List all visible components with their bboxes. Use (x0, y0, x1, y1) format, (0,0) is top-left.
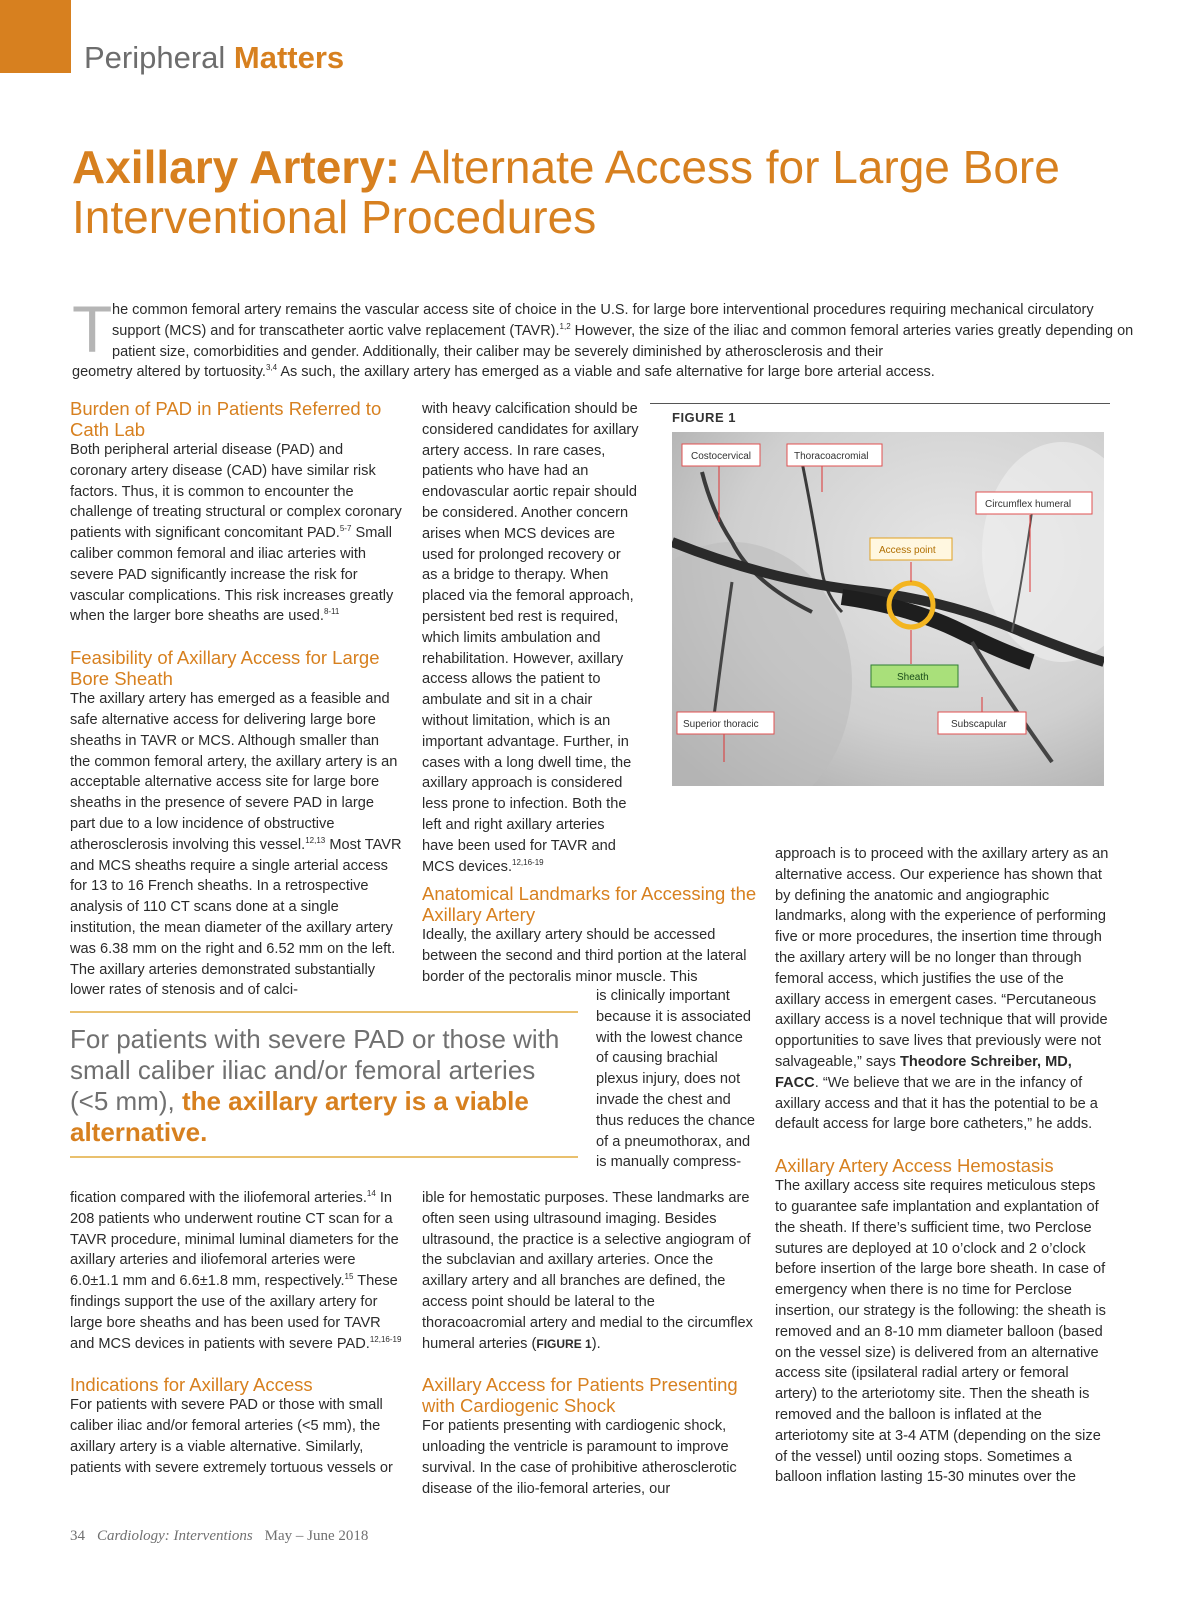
section-heading: Feasibility of Axillary Access for Large Bore Sheath (70, 647, 380, 690)
figure-reference[interactable]: FIGURE 1 (536, 1336, 592, 1351)
column-2-top (422, 399, 640, 877)
issue-date: May – June 2018 (264, 1528, 369, 1544)
column-2-narrow (596, 986, 756, 1173)
column-2-bottom (422, 1188, 758, 1500)
page-footer (70, 1528, 368, 1545)
column-3 (775, 844, 1111, 1488)
body-paragraph: For patients with severe PAD or those with small caliber iliac and/or femoral arteries (<5 mm), the axillary artery is a viable alternative. Similarly, patients with severe extremely tortuous vessels or (70, 1397, 393, 1476)
section-tab (0, 0, 71, 73)
article-title: Axillary Artery: Alternate Access for Large Bore Interventional Procedures (72, 141, 1060, 243)
running-head: Peripheral Matters (84, 40, 345, 75)
figure-rule (650, 403, 1110, 404)
column-2-middle (422, 883, 758, 987)
label-thoracoacromial: Thoracoacromial (794, 451, 869, 462)
body-paragraph: approach is to proceed with the axillary artery as an alternative access. Our experience has shown that by defining the anatomic and angiographic landmarks, along with the experience of performing five or more procedures, the insertion time through the axillary artery will be no longer than through femoral access, which justifies the use of the axillary access in emergent cases. “Percutaneous axillary access is a novel technique that will provide opportunities to save lives that previously were not salvageable,” says Theodore Schreiber, MD, FACC. “We believe that we are in the infancy of axillary access and that it has the potential to be a default access for large bore catheters,” he adds. (775, 846, 1109, 1133)
section-heading: Anatomical Landmarks for Accessing the Axillary Artery (422, 883, 757, 925)
label-access-point: Access point (879, 545, 936, 556)
drop-cap: T (72, 292, 113, 366)
section-heading: Burden of PAD in Patients Referred to Cath Lab (70, 398, 382, 440)
pullquote-rule-bottom (70, 1156, 578, 1158)
journal-name: Cardiology: Interventions (97, 1528, 253, 1544)
section-heading: Axillary Artery Access Hemostasis (775, 1155, 1054, 1177)
label-superior-thoracic: Superior thoracic (683, 719, 759, 730)
label-circumflex-humeral: Circumflex humeral (985, 499, 1072, 510)
body-paragraph: For patients presenting with cardiogenic shock, unloading the ventricle is paramount to improve survival. In the case of prohibitive atherosclerotic disease of the ilio-femoral arteries, our (422, 1418, 737, 1497)
body-paragraph: fication compared with the iliofemoral arteries.$^{14}$ In 208 patients who underwent routine CT scan for a TAVR procedure, minimal luminal diameters for the axillary arteries and iliofemoral arteries were 6.0±1.1 mm and 6.6±1.8 mm, respectively.$^{15}$ These findings support the use of the axillary artery for large bore sheaths and has been used for TAVR and MCS devices in patients with severe PAD.$^{12,16-19}$ (70, 1189, 402, 1352)
label-sheath: Sheath (897, 672, 929, 683)
body-paragraph: ible for hemostatic purposes. These landmarks are often seen using ultrasound imaging. Besides ultrasound, the practice is a selective angiogram of the subclavian and axillary arteries. Once the axillary artery and all branches are defined, the access point should be lateral to the thoracoacromial artery and medial to the circumflex humeral arteries (FIGURE 1). (422, 1190, 753, 1352)
body-paragraph: The axillary access site requires meticulous steps to guarantee safe implantation and explantation of the sheath. If there’s sufficient time, two Perclose sutures are deployed at 10 o’clock and 2 o’clock before insertion of the large bore sheath. In case of emergency when there is no time for Perclose insertion, our strategy is the following: the sheath is removed and an 8-10 mm diameter balloon (based on the vessel size) is delivered from an alternative access site (ipsilateral radial artery or femoral artery) to the arteriotomy site. Then the sheath is removed and the balloon is inflated at the arteriotomy site at 3-4 ATM (depending on the size of the vessel) until oozing stops. Sometimes a balloon inflation lasting 15-30 minutes over the (775, 1178, 1106, 1486)
page-number: 34 (70, 1528, 85, 1544)
section-heading: Indications for Axillary Access (70, 1374, 313, 1396)
column-1-top (70, 398, 402, 1001)
body-paragraph: Ideally, the axillary artery should be accessed between the second and third portion at the lateral border of the pectoralis minor muscle. This (422, 927, 747, 985)
figure-label: FIGURE 1 (672, 410, 736, 425)
pull-quote: For patients with severe PAD or those with small caliber iliac and/or femoral arteries (<5 mm), the axillary artery is a viable alternative. (70, 1024, 560, 1147)
body-paragraph: with heavy calcification should be considered candidates for axillary artery access. In rare cases, patients who have had an endovascular aortic repair should be considered. Another concern arises when MCS devices are used for prolonged recovery or as a bridge to therapy. When placed via the femoral approach, persistent bed rest is required, which limits ambulation and rehabilitation. However, axillary access allows the patient to ambulate and sit in a chair without limitation, which is an important advantage. Further, in cases with a long dwell time, the axillary approach is considered less prone to infection. Both the left and right axillary arteries have been used for TAVR and MCS devices.$^{12,16-19}$ (422, 401, 639, 875)
section-heading: Axillary Access for Patients Presenting with Cardiogenic Shock (422, 1374, 738, 1417)
person-name: Theodore Schreiber, MD, FACC (775, 1053, 1072, 1091)
body-paragraph: The axillary artery has emerged as a feasible and safe alternative access for delivering large bore sheaths in TAVR or MCS. Although smaller than the common femoral artery, the axillary artery is an acceptable alternative access site for large bore sheaths in the presence of severe PAD in large part due to a low incidence of obstructive atherosclerosis involving this vessel.$^{12,13}$ Most TAVR and MCS sheaths require a single arterial access for 13 to 16 French sheaths. In a retrospective analysis of 110 CT scans done at a single institution, the mean diameter of the axillary artery was 6.38 mm on the right and 6.52 mm on the left. The axillary arteries demonstrated substantially lower rates of stenosis and of calci- (70, 691, 402, 999)
column-1-bottom (70, 1188, 402, 1479)
body-paragraph: Both peripheral arterial disease (PAD) and coronary artery disease (CAD) have similar risk factors. Thus, it is common to encounter the challenge of treating structural or complex coronary patients with significant concomitant PAD.$^{5-7}$ Small caliber common femoral and iliac arteries with severe PAD significantly increase the risk for vascular complications. This risk increases greatly when the larger bore sheaths are used.$^{8-11}$ (70, 442, 402, 625)
angiogram-figure (672, 432, 1104, 786)
label-costocervical: Costocervical (691, 451, 752, 462)
pullquote-rule-top (70, 1011, 578, 1013)
body-paragraph: is clinically important because it is associated with the lowest chance of causing brachial plexus injury, does not invade the chest and thus reduces the chance of a pneumothorax, and is manually compress- (596, 988, 756, 1171)
intro-paragraph: T he common femoral artery remains the vascular access site of choice in the U.S. for large bore interventional procedures requiring mechanical circulatory support (MCS) and for transcatheter aortic valve replacement (TAVR).$^{1,2}$ However, the size of the iliac and common femoral arteries varies greatly depending on patient size, comorbidities and gender. Additionally, their caliber may be severely diminished by atherosclerosis and their geometry altered by tortuosity.$^{3,4}$ As such, the axillary artery has emerged as a viable and safe alternative for large bore arterial access. (72, 292, 1134, 381)
label-subscapular: Subscapular (951, 719, 1007, 730)
